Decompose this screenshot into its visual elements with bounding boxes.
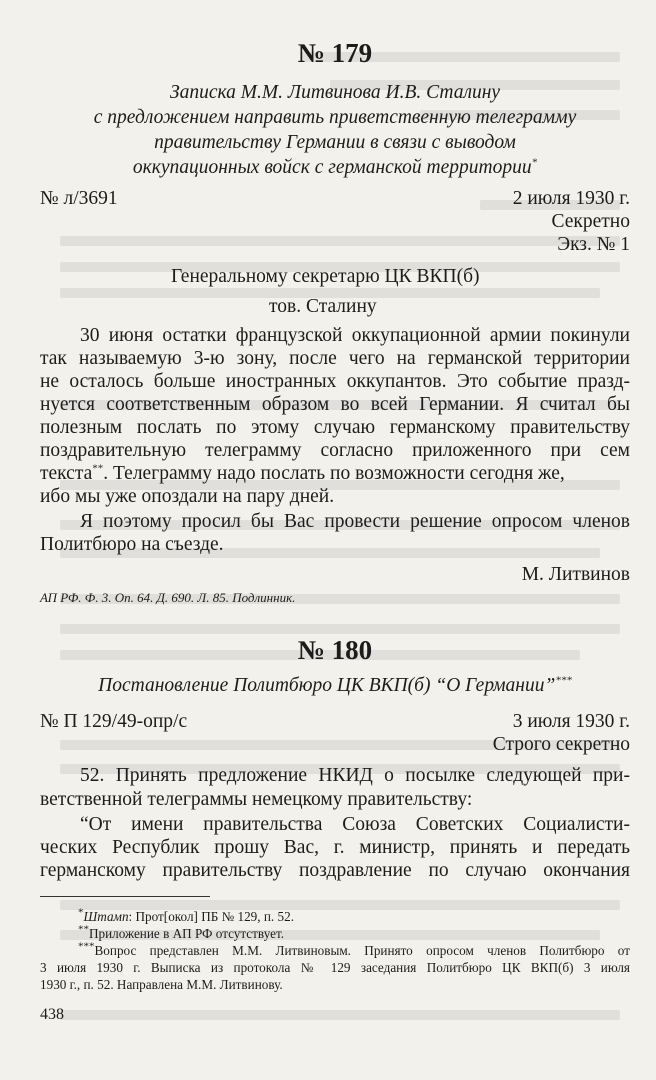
footnote-2: **Приложение в АП РФ отсутствует. <box>78 923 285 941</box>
doc179-body-line-4: нуется соответственным образом во всей Германии. Я считал бы <box>40 394 630 415</box>
doc179-secrecy-stamp: Секретно <box>551 211 630 232</box>
footnote-mark: * <box>531 156 538 169</box>
doc179-body-line-7: текста**. Телеграмму надо послать по возможности сегодня же, <box>40 462 565 484</box>
doc180-quote-line-2: ческих Республик прошу Вас, г. министр, принять и передать <box>40 837 630 858</box>
doc179-body-line-8: ибо мы уже опоздали на пару дней. <box>40 486 335 507</box>
doc179-title-line-4: оккупационных войск с германской территории* <box>132 156 538 178</box>
doc180-quote-line-1: “От имени правительства Союза Советских Социалисти- <box>80 814 630 835</box>
doc179-addressee-name: тов. Сталину <box>269 296 377 317</box>
footnote-3-line-2: 3 июля 1930 г. Выписка из протокола № 129 заседания Политбюро ЦК ВКП(б) 3 июля <box>40 960 630 975</box>
footnote-1: *Штамп: Прот[окол] ПБ № 129, п. 52. <box>78 906 295 924</box>
doc180-quote-line-3: германскому правительству поздравление по случаю окончания <box>40 860 630 881</box>
footnote-3-line-3: 1930 г., п. 52. Направлена М.М. Литвинову. <box>40 977 283 992</box>
doc179-para2-line-1: Я поэтому просил бы Вас провести решение опросом членов <box>80 511 630 532</box>
doc179-title-line-2: с предложением направить приветственную телеграмму <box>93 107 577 128</box>
doc180-date: 3 июля 1930 г. <box>512 711 630 732</box>
doc179-copy-number: Экз. № 1 <box>557 234 630 255</box>
footnote-mark: ** <box>92 462 104 475</box>
page-number: 438 <box>40 1006 64 1023</box>
doc179-title-line-1: Записка М.М. Литвинова И.В. Сталину <box>169 82 501 103</box>
doc179-body-line-1: 30 июня остатки французской оккупационной армии покинули <box>80 325 630 346</box>
doc179-body-line-6: поздравительную телеграмму согласно приложенного при сем <box>40 440 630 461</box>
doc179-body-line-2: так называемую 3-ю зону, после чего на германской территории <box>40 348 630 369</box>
footnote-separator <box>40 896 210 897</box>
doc180-item-line-2: ветственной телеграммы немецкому правительству: <box>40 789 473 810</box>
doc179-title-line-3: правительству Германии в связи с выводом <box>154 132 516 153</box>
doc180-title: Постановление Политбюро ЦК ВКП(б) “О Германии”*** <box>98 674 572 696</box>
doc179-para2-line-2: Политбюро на съезде. <box>40 534 224 555</box>
doc179-registration-number: № л/3691 <box>40 188 118 209</box>
footnote-mark: *** <box>555 674 572 687</box>
doc179-addressee-title: Генеральному секретарю ЦК ВКП(б) <box>171 266 480 287</box>
doc179-body-line-5: полезным послать по этому случаю германскому правительству <box>40 417 630 438</box>
document-number-179: № 179 <box>297 38 373 68</box>
footnote-3-line-1: ***Вопрос представлен М.М. Литвиновым. Принято опросом членов Политбюро от <box>78 940 630 958</box>
doc180-item-line-1: 52. Принять предложение НКИД о посылке следующей при- <box>80 765 630 786</box>
doc179-date: 2 июля 1930 г. <box>512 188 630 209</box>
doc179-archive-source: АП РФ. Ф. 3. Оп. 64. Д. 690. Л. 85. Подлинник. <box>40 590 296 605</box>
doc180-registration-number: № П 129/49-опр/с <box>40 711 188 732</box>
doc180-secrecy-stamp: Строго секретно <box>492 734 630 755</box>
doc179-body-line-3: не осталось больше иностранных оккупантов. Это событие празд- <box>40 371 630 392</box>
doc179-signature: М. Литвинов <box>521 564 630 585</box>
document-number-180: № 180 <box>297 635 373 665</box>
